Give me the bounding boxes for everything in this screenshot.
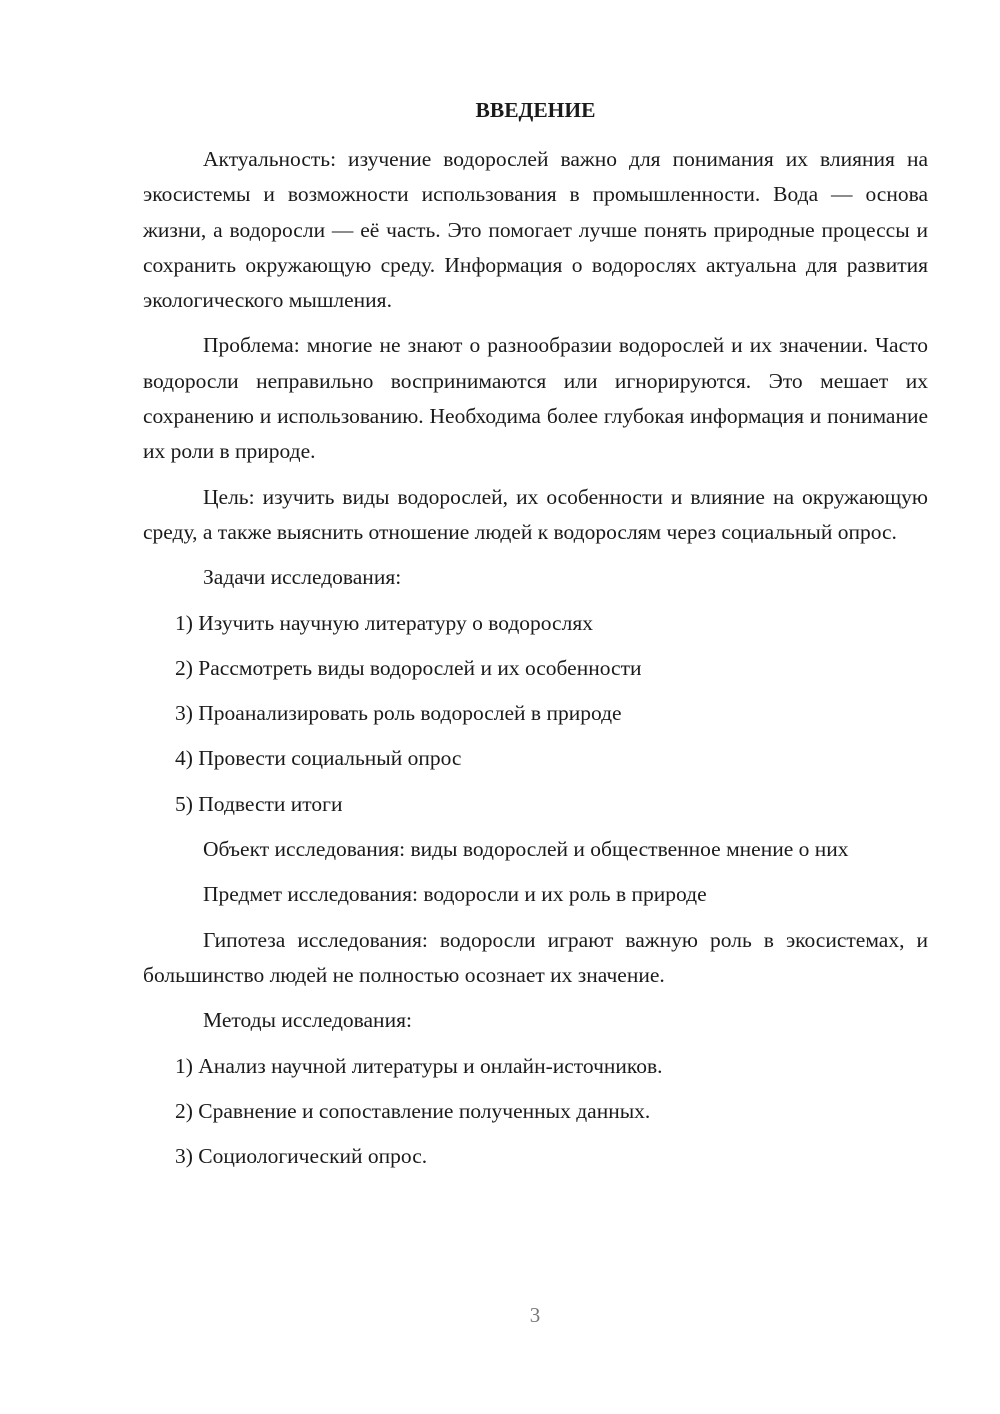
tasks-heading: Задачи исследования:	[203, 565, 402, 590]
page-number: 3	[529, 1303, 541, 1327]
problem-paragraph: Проблема: многие не знают о разнообразии водорослей и их значении. Часто водоросли неправильно воспринимаются или игнорируются. Это мешает их сохранению и использованию. Необходима более глубокая информация и понимание их роли в природе.	[143, 333, 928, 464]
hypothesis-paragraph: Гипотеза исследования: водоросли играют важную роль в экосистемах, и большинство людей не полностью осознает их значение.	[143, 927, 928, 987]
task-item: 4) Провести социальный опрос	[175, 746, 462, 771]
task-item: 1) Изучить научную литературу о водорослях	[175, 610, 593, 635]
section-title: ВВЕДЕНИЕ	[475, 98, 596, 122]
task-item: 3) Проанализировать роль водорослей в природе	[175, 701, 622, 726]
task-item: 2) Рассмотреть виды водорослей и их особенности	[175, 655, 642, 680]
goal-paragraph: Цель: изучить виды водорослей, их особенности и влияние на окружающую среду, а также выяснить отношение людей к водорослям через социальный опрос.	[143, 484, 928, 544]
method-item: 2) Сравнение и сопоставление полученных данных.	[175, 1098, 651, 1123]
method-item: 3) Социологический опрос.	[175, 1144, 428, 1169]
methods-heading: Методы исследования:	[203, 1008, 412, 1033]
object-paragraph: Объект исследования: виды водорослей и общественное мнение о них	[203, 837, 849, 862]
relevance-paragraph: Актуальность: изучение водорослей важно для понимания их влияния на экосистемы и возможности использования в промышленности. Вода — основа жизни, а водоросли — её часть. Это помогает лучше понять природные процессы и сохранить окружающую среду. Информация о водорослях актуальна для развития экологического мышления.	[143, 147, 928, 313]
method-item: 1) Анализ научной литературы и онлайн-источников.	[175, 1053, 663, 1078]
subject-paragraph: Предмет исследования: водоросли и их роль в природе	[203, 882, 707, 907]
task-item: 5) Подвести итоги	[175, 791, 343, 816]
document-page	[143, 93, 928, 1184]
